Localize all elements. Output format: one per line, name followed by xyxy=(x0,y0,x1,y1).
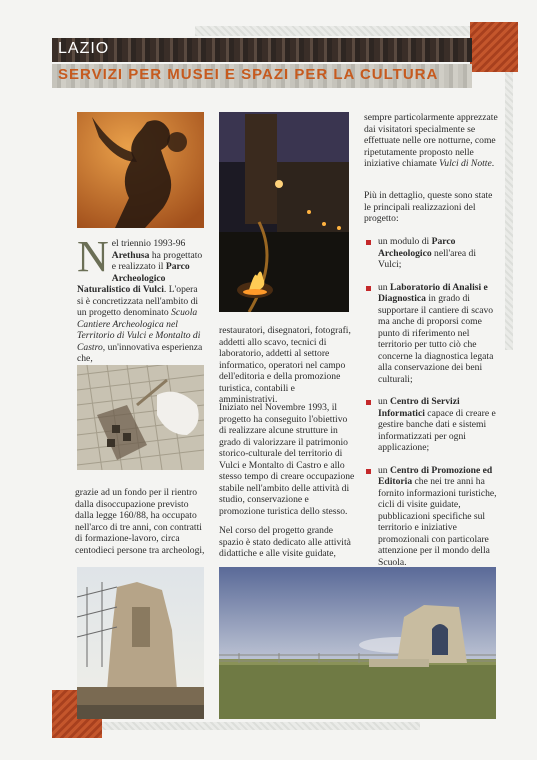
text-run: nell'area di Vulci; xyxy=(378,247,476,270)
text-run: capace di creare e gestire banche dati e sistemi informatizzati per ogni applicazione; xyxy=(378,407,496,453)
section-header xyxy=(52,64,472,88)
item-title: Centro di Promozione ed Editoria xyxy=(378,464,493,487)
column-3-paragraph-2: Più in dettaglio, queste sono state le principali realizzazioni del progetto: xyxy=(364,190,493,224)
column-2-paragraph-3: Nel corso del progetto grande spazio è stato dedicato alle attività didattiche e alle visite guidate, xyxy=(219,525,351,559)
item-title: Centro di Servizi Informatici xyxy=(378,396,460,419)
column-3-paragraph-1 xyxy=(364,112,498,170)
text-run: ha progettato e realizzato il xyxy=(111,249,203,272)
text-run: el triennio 1993-96 xyxy=(111,238,186,249)
list-item xyxy=(364,396,500,454)
photo-mosaic-excavation xyxy=(77,365,204,470)
background-texture-bottom xyxy=(90,722,420,730)
text-run: sempre particolarmente apprezzate dai visitatori specialmente se effettuate nelle ore notturne, come ripetutamente proposto nelle iniziative chiamate xyxy=(364,112,498,169)
text-run: . L'opera si è concretizzata nell'ambito di un progetto denominato xyxy=(77,284,199,318)
text-run: un modulo di xyxy=(378,236,432,247)
org-name: Arethusa xyxy=(111,249,150,261)
drop-cap: N xyxy=(77,232,109,281)
item-title: Parco Archeologico xyxy=(378,236,456,259)
text-run: , un'innovativa esperienza che, xyxy=(77,341,203,364)
text-run: che nei tre anni ha fornito informazioni turistiche, cicli di visite guidate, pubblicazioni specifiche sul territorio e iniziative promozionali con particolare attenzione per il mondo della Scuola. xyxy=(378,476,497,568)
list-item xyxy=(364,236,500,271)
column-1-paragraph-2: grazie ad un fondo per il rientro dalla disoccupazione previsto dalla legge 160/88, ha occupato nell'arco di tre anni, con contratti di formazione-lavoro, circa centodieci persone tra archeologi, xyxy=(75,487,205,556)
photo-night-tower xyxy=(219,112,349,312)
project-name: Scuola Cantiere Archeologica nel Territorio di Vulci e Montalto di Castro xyxy=(77,307,201,353)
column-2-paragraph-2: Iniziato nel Novembre 1993, il progetto ha conseguito l'obiettivo di realizzare alcune strutture in grado di valorizzare il patrimonio storico-culturale del territorio di Vulci e Montalto di Castro e allo stesso tempo di creare occupazione stabile nell'ambito delle attività di studio, conservazione e promozione turistica dello stesso. xyxy=(219,402,355,517)
text-run: un xyxy=(378,396,390,407)
text-run: in grado di supportare il cantiere di scavo ma anche di proporsi come punto di riferimento nel territorio per tutto ciò che concerne la diagnostica legata alla conservazione dei beni culturali; xyxy=(378,293,494,385)
column-1-paragraph-1 xyxy=(77,232,205,365)
list-item xyxy=(364,465,500,569)
region-title: LAZIO xyxy=(58,40,110,57)
text-run: un xyxy=(378,464,390,476)
list-item xyxy=(364,282,500,386)
background-texture-right xyxy=(505,70,513,350)
section-title: SERVIZI PER MUSEI E SPAZI PER LA CULTURA xyxy=(58,66,439,83)
achievements-list xyxy=(364,236,500,579)
photo-ruins-scaffolding xyxy=(77,567,204,719)
item-title: Laboratorio di Analisi e Diagnostica xyxy=(378,281,488,304)
background-texture-top xyxy=(195,26,485,36)
photo-vase-painting xyxy=(77,112,204,228)
text-run: . xyxy=(491,158,495,169)
park-name: Parco Archeologico Naturalistico di Vulci xyxy=(77,261,190,295)
column-2-paragraph-1: restauratori, disegnatori, fotografi, addetti allo scavo, tecnici di laboratorio, addetti al settore informatico, operatori nel campo dell'editoria e della promozione turistica, contabili e amministrativi. xyxy=(219,325,351,405)
corner-decoration-top-right xyxy=(470,22,518,72)
event-name: Vulci di Notte xyxy=(439,158,492,169)
region-header xyxy=(52,38,472,62)
text-run: un xyxy=(378,281,390,293)
photo-landscape-ruin xyxy=(219,567,496,719)
